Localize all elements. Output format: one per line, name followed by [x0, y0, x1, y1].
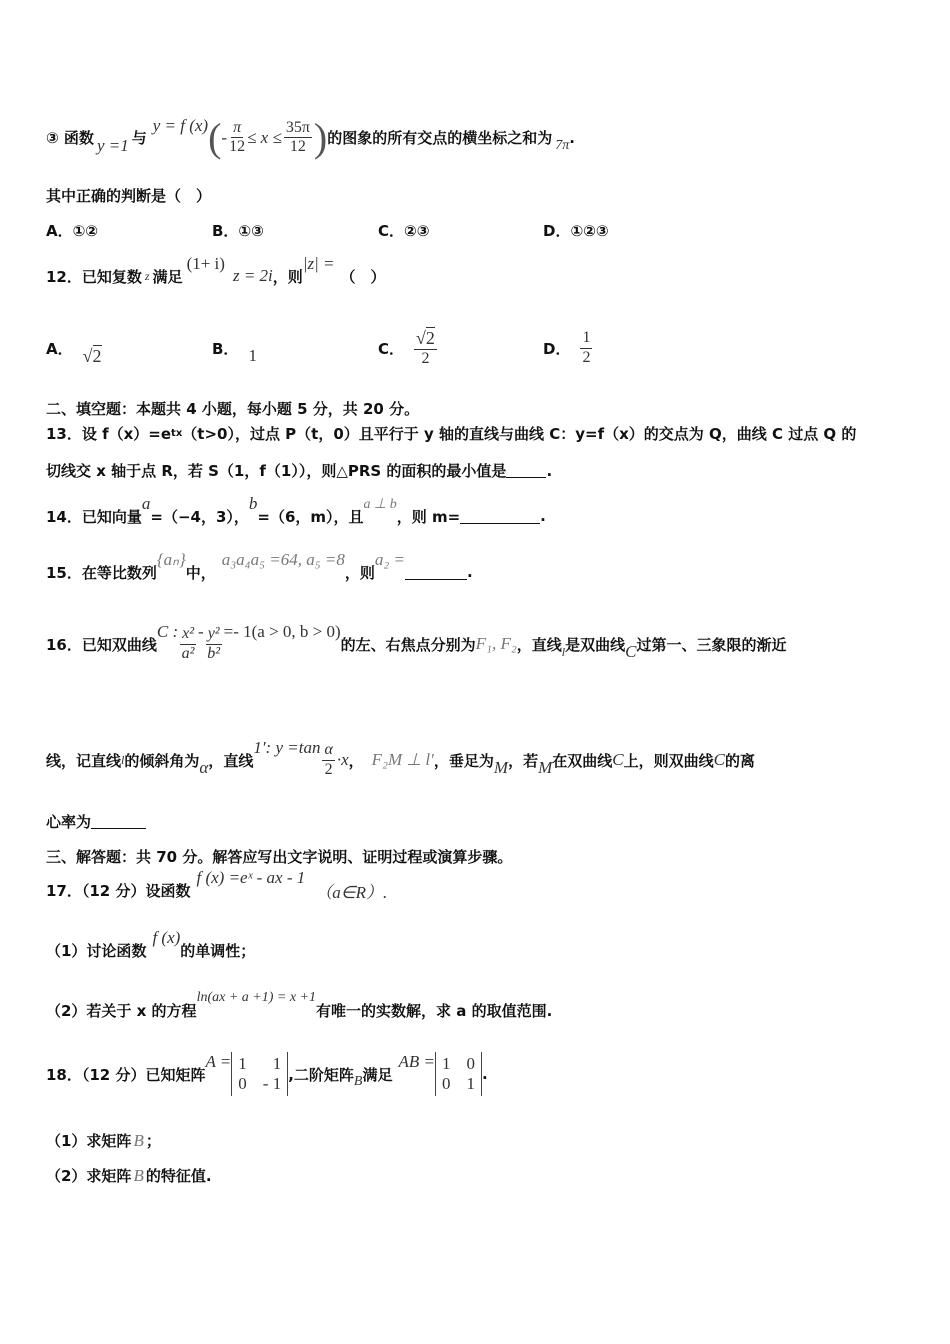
math: 2 — [92, 345, 102, 366]
q17-stem — [46, 868, 388, 908]
q18-stem — [46, 1046, 488, 1102]
text: 15．在等比数列 — [46, 563, 157, 582]
section-3-heading: 三、解答题：共 70 分。解答应写出文字说明、证明过程或演算步骤。 — [46, 848, 513, 866]
math: F₁, F₂ — [475, 634, 517, 653]
text: 的离 — [724, 751, 755, 770]
math: 1 — [248, 346, 257, 365]
den: 2 — [582, 348, 591, 366]
fraction — [580, 329, 592, 367]
section-2-heading: 二、填空题：本题共 4 小题，每小题 5 分，共 20 分。 — [46, 400, 420, 418]
sqrt: √2 — [82, 345, 102, 366]
q12-option-b[interactable] — [212, 320, 257, 376]
text: 满足 — [152, 267, 183, 286]
text: （2）若关于 x 的方程 — [46, 1001, 197, 1020]
q11-option-c[interactable]: C．②③ — [378, 222, 430, 240]
q12-option-a[interactable] — [46, 320, 102, 376]
math: =- 1(a > 0, b > 0) — [223, 622, 341, 641]
text: ③ 函数 — [46, 129, 94, 147]
answer-blank[interactable] — [405, 565, 467, 580]
text: 的左、右焦点分别为 — [340, 635, 476, 654]
q17-part2 — [46, 992, 552, 1028]
q15 — [46, 550, 473, 590]
fraction — [414, 328, 437, 368]
q16-line1 — [46, 616, 787, 672]
fraction — [180, 625, 196, 663]
paren: ( — [208, 114, 222, 160]
math: y = f (x) — [152, 115, 209, 135]
fraction — [229, 119, 245, 157]
math: ln(ax + a +1) = x +1 — [196, 990, 316, 1005]
cell: 0 — [442, 1074, 451, 1093]
text: 的图象的所有交点的横坐标之和为 — [327, 129, 553, 147]
matrix-a — [231, 1052, 288, 1096]
text: ,二阶矩阵 — [288, 1065, 354, 1084]
fraction — [322, 741, 334, 779]
math: - — [198, 622, 204, 641]
math: f (x) — [152, 928, 181, 947]
math: - — [221, 127, 228, 147]
q12-option-d[interactable] — [543, 320, 594, 376]
math: C — [612, 750, 624, 769]
math: l — [121, 752, 125, 767]
text: ， — [348, 751, 364, 770]
q12-option-c[interactable] — [378, 320, 439, 376]
text: 上，则双曲线 — [623, 751, 714, 770]
q14 — [46, 494, 546, 532]
text: 过第一、三象限的渐近 — [636, 635, 787, 654]
text: （t>0），过点 P（t，0）且平行于 y 轴的直线与曲线 C：y=f（x）的交点为 Q，曲线 C 过点 Q 的 — [182, 425, 857, 443]
math: y =1 — [96, 135, 129, 155]
den: a² — [181, 644, 195, 662]
text: 有唯一的实数解，求 a 的取值范围. — [316, 1001, 553, 1020]
text: tx — [171, 428, 183, 439]
cell: 0 — [466, 1054, 475, 1073]
cell: 1 — [272, 1054, 282, 1073]
text: . — [540, 507, 546, 525]
math: a ⊥ b — [363, 496, 397, 512]
math: b — [248, 494, 258, 513]
num: α — [322, 741, 334, 760]
math: ·x — [336, 750, 349, 769]
answer-blank[interactable] — [91, 814, 146, 829]
text: 是双曲线 — [565, 635, 626, 654]
math: M — [493, 758, 509, 777]
cell: 1 — [466, 1074, 475, 1093]
q18-part1 — [46, 1130, 161, 1151]
text: （ ） — [340, 267, 386, 286]
text: 13．设 f（x）=e — [46, 425, 172, 443]
text: ，直线 — [516, 635, 562, 654]
q11-option-d[interactable]: D．①②③ — [543, 222, 609, 240]
math: a₃a₄a₅ =64, a₅ =8 — [221, 550, 345, 569]
text: 18．（12 分）已知矩阵 — [46, 1065, 206, 1084]
num: 1 — [580, 329, 592, 348]
label: A． — [46, 339, 73, 358]
num: √2 — [416, 327, 435, 348]
text: 满足 — [362, 1065, 393, 1084]
label: C． — [378, 339, 405, 358]
text: 14．已知向量 — [46, 507, 142, 526]
text: ，若 — [508, 751, 539, 770]
q11-question: 其中正确的判断是（ ） — [46, 187, 212, 205]
text: ； — [145, 1132, 161, 1150]
q12-stem — [46, 254, 386, 294]
den: 2 — [324, 760, 333, 778]
math: AB = — [398, 1052, 435, 1071]
text: 的特征值. — [145, 1167, 212, 1185]
q18-part2 — [46, 1165, 212, 1186]
answer-blank[interactable] — [460, 509, 540, 524]
text: 与 — [131, 129, 147, 147]
math: F₂M ⊥ l′ — [371, 750, 434, 769]
math: {aₙ} — [156, 550, 186, 569]
label: B． — [212, 339, 239, 358]
text: （1）求矩阵 — [46, 1132, 132, 1150]
math: |z| = — [302, 254, 335, 273]
math: (1+ i) — [186, 254, 225, 273]
fraction — [284, 119, 312, 157]
text: 12．已知复数 — [46, 267, 142, 286]
math: ≤ x ≤ — [247, 127, 282, 147]
text: （1）讨论函数 — [46, 941, 147, 960]
math: 2 — [425, 327, 435, 348]
text: ，则 — [344, 563, 375, 582]
answer-blank[interactable] — [506, 463, 546, 478]
text: ，则 m= — [396, 507, 461, 526]
math: z = 2i — [232, 266, 273, 285]
math: C — [713, 750, 725, 769]
q16-line3 — [46, 811, 146, 832]
math: B — [353, 1074, 363, 1089]
math: f (x) =eˣ - ax - 1 — [196, 868, 306, 887]
math: A = — [205, 1052, 232, 1071]
q17-part1 — [46, 928, 256, 968]
q13-line1 — [46, 423, 856, 444]
den: 12 — [229, 138, 246, 155]
math: α — [199, 758, 209, 777]
text: 的单调性； — [180, 941, 256, 960]
q13-line2 — [46, 460, 552, 481]
matrix-ab — [435, 1052, 482, 1096]
math: C : — [156, 622, 179, 641]
text: 中， — [185, 563, 216, 582]
text: . — [569, 128, 575, 147]
den: 12 — [289, 138, 306, 155]
num: y² — [206, 625, 222, 644]
q11-option-a[interactable]: A．①② — [46, 222, 99, 240]
text: . — [546, 461, 553, 480]
text: 的倾斜角为 — [124, 751, 200, 770]
math: a — [141, 494, 151, 513]
text: 心率为 — [46, 813, 92, 831]
num: x² — [180, 625, 196, 644]
math: B — [133, 1165, 144, 1185]
den: 2 — [421, 349, 430, 367]
den: b² — [207, 644, 221, 662]
text: 16．已知双曲线 — [46, 635, 157, 654]
text: ，直线 — [208, 751, 254, 770]
math: M — [538, 758, 553, 777]
cell: 0 — [238, 1074, 247, 1093]
math: l — [561, 644, 566, 659]
text: 17．（12 分）设函数 — [46, 881, 191, 900]
math: z — [144, 268, 150, 283]
cell: - 1 — [262, 1074, 282, 1093]
text: ，则 — [272, 267, 303, 286]
math: a₂ = — [374, 550, 406, 569]
text: 在双曲线 — [552, 751, 613, 770]
text: =（−4，3）， — [150, 507, 249, 526]
paren: ) — [313, 114, 328, 160]
cell: 1 — [238, 1054, 247, 1073]
q11-item3 — [46, 100, 575, 175]
text: =（6，m），且 — [257, 507, 364, 526]
label: D． — [543, 339, 571, 358]
math: C — [625, 642, 637, 661]
text: . — [482, 1065, 488, 1083]
text: ，垂足为 — [433, 751, 494, 770]
fraction — [206, 625, 222, 663]
q11-option-b[interactable]: B．①③ — [212, 222, 264, 240]
text: . — [467, 563, 473, 581]
text: 线，记直线 — [46, 751, 122, 770]
math: B — [133, 1130, 144, 1150]
q16-line2 — [46, 732, 755, 788]
text: 切线交 x 轴于点 R，若 S（1，f（1）），则△PRS 的面积的最小值是 — [46, 462, 507, 480]
cell: 1 — [442, 1054, 451, 1073]
math: 7π — [555, 137, 570, 153]
math: （a∈R）. — [315, 882, 388, 902]
num: π — [231, 119, 243, 138]
num: 35π — [284, 119, 312, 138]
math: 1′: y =tan — [253, 738, 321, 757]
text: （2）求矩阵 — [46, 1167, 132, 1185]
